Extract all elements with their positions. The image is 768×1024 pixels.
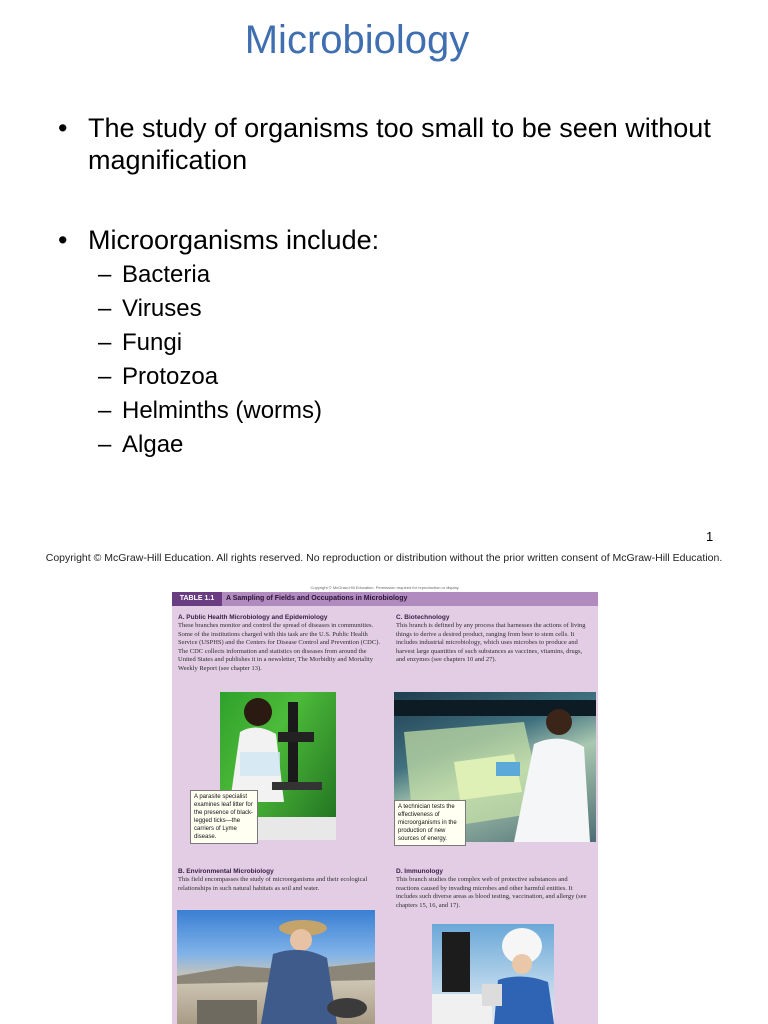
list-item-text: Helminths (worms) [122, 397, 323, 424]
dash: – [98, 363, 112, 390]
table-header-bar [172, 592, 598, 606]
dash: – [98, 295, 112, 322]
list-item-text: Protozoa [122, 363, 219, 390]
dash: – [98, 397, 112, 424]
field-researcher-photo [177, 910, 375, 1024]
copyright-notice: Copyright © McGraw-Hill Education. All rights reserved. No reproduction or distribution without the prior written consent of McGraw-Hill Education. [45, 552, 723, 564]
list-item-text: Fungi [122, 329, 183, 356]
page-number: 1 [706, 529, 714, 544]
section-a-body: These branches monitor and control the spread of diseases in communities. Some of the institutions charged with this task are the U.S. Public Health Service (USPHS) and the Centers for Disease Control and Prevention (CDC). The CDC collects information and statistics on diseases from around the United States and publishes it in a newsletter, The Morbidity and Mortality Weekly Report (see chapter 13). [178, 622, 381, 672]
list-item-text: Bacteria [122, 261, 211, 288]
bullet-dot: • [58, 113, 68, 143]
textbook-table-figure [172, 592, 598, 1024]
immunology-lab-photo [432, 924, 554, 1024]
list-item-text: Viruses [122, 295, 202, 322]
section-b-body: This field encompasses the study of microorganisms and their ecological relationships in such natural habitats as soil and water. [178, 876, 368, 892]
section-d-body: This branch studies the complex web of protective substances and reactions caused by invading microbes and other harmful entities. It includes such diverse areas as blood testing, vaccination, and allergy (see chapters 15, 16, and 17). [396, 876, 587, 909]
caption-a: A parasite specialist examines leaf litter for the presence of black-legged ticks—the carriers of Lyme disease. [190, 790, 258, 844]
dash: – [98, 261, 112, 288]
section-c-title: C. Biotechnology [396, 614, 450, 621]
table-title: A Sampling of Fields and Occupations in Microbiology [226, 595, 408, 602]
section-c-body: This branch is defined by any process that harnesses the actions of living things to derive a desired product, ranging from beer to stem cells. It includes industrial microbiology, which uses microbes to produce and harvest large quantities of such substances as vaccines, vitamins, drugs, and enzymes (see chapters 10 and 27). [396, 622, 586, 663]
section-b-title: B. Environmental Microbiology [178, 868, 274, 875]
dash: – [98, 431, 112, 458]
caption-c: A technician tests the effectiveness of microorganisms in the production of new sources of energy. [394, 800, 466, 846]
bullet-dot: • [58, 225, 68, 255]
bullet-text: The study of organisms too small to be seen without magnification [88, 113, 711, 175]
table-tag: TABLE 1.1 [172, 592, 222, 606]
list-item-text: Algae [122, 431, 184, 458]
section-a-title: A. Public Health Microbiology and Epidemiology [178, 614, 328, 621]
bullet-text: Microorganisms include: [88, 225, 380, 255]
section-d-title: D. Immunology [396, 868, 443, 875]
figure-copyright: Copyright © McGraw-Hill Education. Permission required for reproduction or display. [310, 585, 460, 590]
slide-title: Microbiology [244, 18, 470, 62]
dash: – [98, 329, 112, 356]
